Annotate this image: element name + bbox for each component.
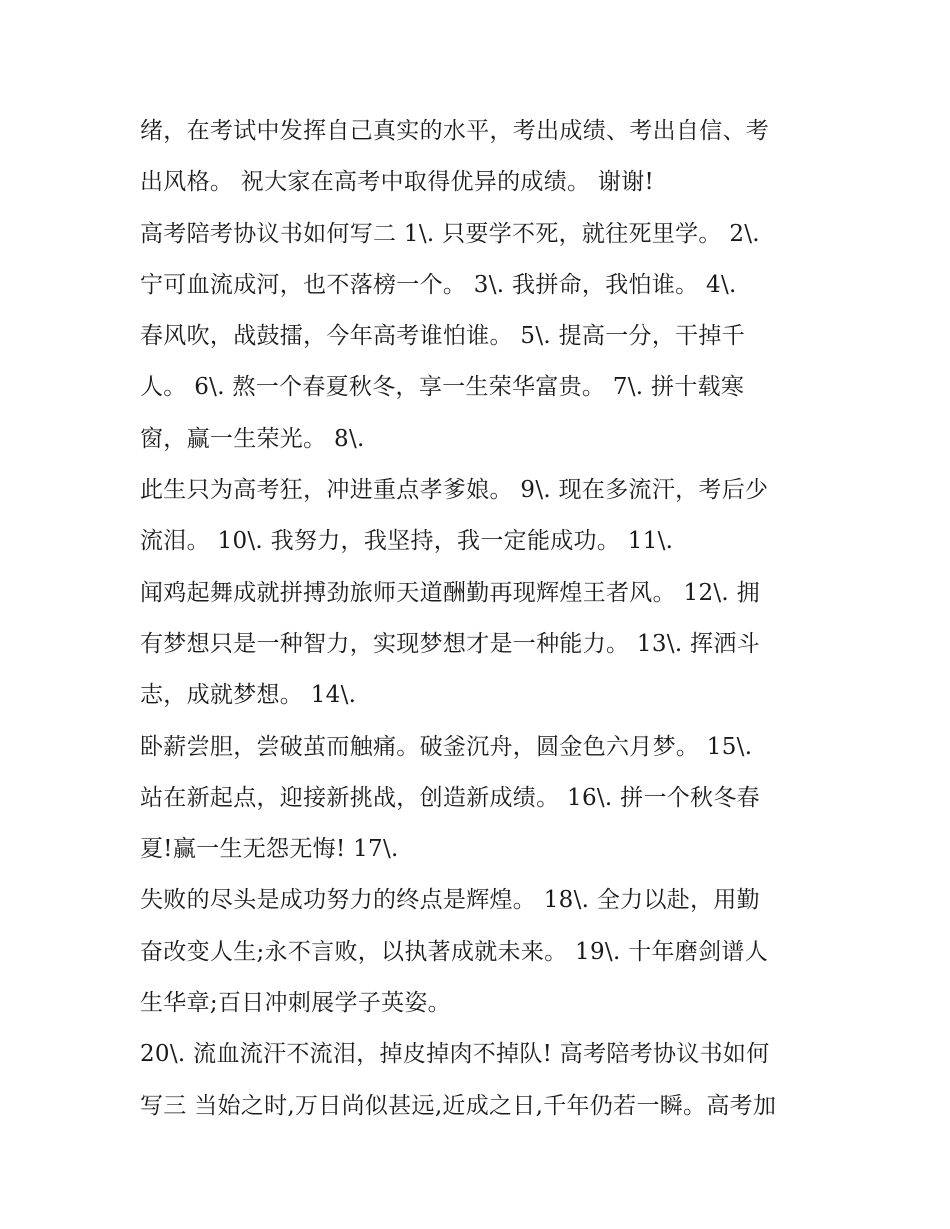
text-line: 窗，赢一生荣光。 8\. bbox=[140, 425, 365, 452]
text-line: 生华章;百日冲刺展学子英姿。 bbox=[140, 990, 451, 1017]
text-line: 人。 6\. 熬一个春夏秋冬，享一生荣华富贵。 7\. 拼十载寒 bbox=[140, 374, 745, 401]
text-line: 夏!赢一生无怨无悔! 17\. bbox=[140, 836, 399, 863]
text-line: 写三 当始之时,万日尚似甚远,近成之日,千年仍若一瞬。高考加 bbox=[140, 1092, 777, 1119]
text-line: 此生只为高考狂，冲进重点孝爹娘。 9\. 现在多流汗，考后少 bbox=[140, 477, 769, 504]
text-line: 宁可血流成河，也不落榜一个。 3\. 我拼命，我怕谁。 4\. bbox=[140, 271, 737, 298]
text-line: 志，成就梦想。 14\. bbox=[140, 682, 357, 709]
text-line: 闻鸡起舞成就拼搏劲旅师天道酬勤再现辉煌王者风。 12\. 拥 bbox=[140, 579, 760, 606]
text-line: 失败的尽头是成功努力的终点是辉煌。 18\. 全力以赴，用勤 bbox=[140, 887, 760, 914]
text-line: 20\. 流血流汗不流泪，掉皮掉肉不掉队! 高考陪考协议书如何 bbox=[140, 1041, 770, 1068]
text-line: 流泪。 10\. 我努力，我坚持，我一定能成功。 11\. bbox=[140, 528, 674, 555]
text-line: 站在新起点，迎接新挑战，创造新成绩。 16\. 拼一个秋冬春 bbox=[140, 784, 760, 811]
text-line: 奋改变人生;永不言败，以执著成就未来。 19\. 十年磨剑谱人 bbox=[140, 938, 768, 965]
text-line: 春风吹，战鼓擂，今年高考谁怕谁。 5\. 提高一分，干掉千 bbox=[140, 323, 746, 350]
text-line: 出风格。 祝大家在高考中取得优异的成绩。 谢谢! bbox=[140, 169, 655, 196]
text-line: 卧薪尝胆，尝破茧而触痛。破釜沉舟，圆金色六月梦。 15\. bbox=[140, 733, 753, 760]
body-text bbox=[140, 106, 820, 1132]
text-line: 有梦想只是一种智力，实现梦想才是一种能力。 13\. 挥洒斗 bbox=[140, 630, 760, 657]
text-line: 绪，在考试中发挥自己真实的水平，考出成绩、考出自信、考 bbox=[140, 118, 770, 144]
text-line: 高考陪考协议书如何写二 1\. 只要学不死，就往死里学。 2\. bbox=[140, 220, 760, 247]
